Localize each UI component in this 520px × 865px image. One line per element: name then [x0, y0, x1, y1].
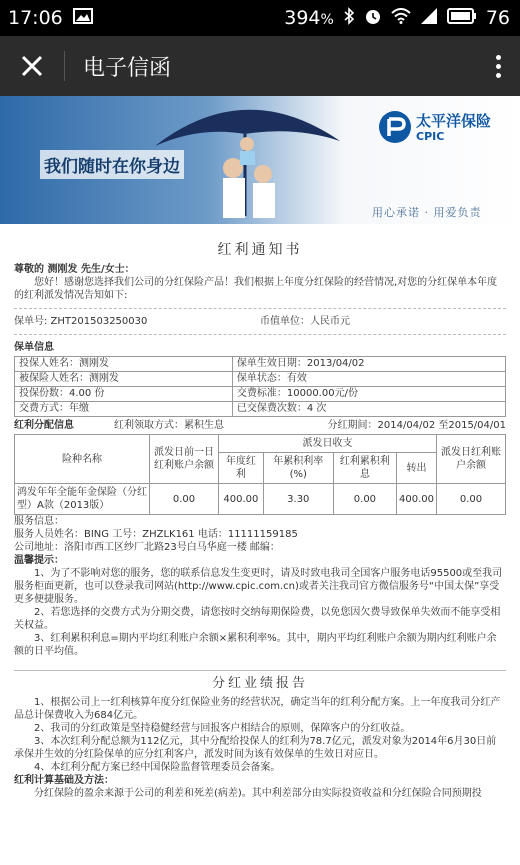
intro-text: 您好！感谢您选择我们公司的分红保险产品！我们根据上年度分红保险的经营情况,对您的分红保单本年度的红利派发情况告知如下:: [14, 277, 498, 301]
tip-item: 3、红利累积利息=期内平均红利账户余额×累积利率%。其中，期内平均红利账户余额为期内红利账户余额的日平均值。: [14, 633, 497, 657]
letter-document: [0, 224, 520, 865]
header-cell: 转出: [396, 453, 436, 484]
header-cell: 派发日红利账户余额: [437, 435, 506, 484]
report-item: 1、根据公司上一红利核算年度分红保险业务的经营状况，确定当年的红利分配方案。上一年度我司分红产品总计保费收入为684亿元。: [14, 697, 501, 721]
divider: [64, 51, 65, 81]
data-speed: 394%: [284, 7, 334, 29]
dist-row: [14, 419, 506, 432]
table-row: [15, 402, 506, 417]
table-cell: 400.00: [396, 484, 436, 515]
status-bar: [0, 0, 520, 36]
dist-method: 红利领取方式：累积生息: [114, 420, 224, 431]
dist-period: 分红期间：2014/04/02 至2015/04/01: [327, 420, 506, 431]
policy-row: [14, 315, 506, 328]
brand-sub: CPIC: [416, 130, 445, 143]
close-button[interactable]: [0, 36, 64, 96]
bluetooth-icon: [343, 7, 355, 30]
info-cell: 保单生效日期：2013/04/02: [232, 357, 505, 372]
banner-slogan: 我们随时在你身边: [40, 150, 184, 179]
wifi-icon: [391, 7, 411, 29]
greeting: 尊敬的 测刚发 先生/女士：: [14, 264, 135, 275]
table-cell: 鸿发年年全能年金保险（分红型）A款（2013版）: [15, 484, 150, 515]
service-person: 服务人员姓名：BING 工号：ZHZLK161 电话：11111159185: [14, 529, 298, 540]
report-item: 4、本红利分配方案已经中国保险监督管理委员会备案。: [34, 762, 281, 773]
table-header-row: [15, 435, 506, 453]
header-cell: 派发日前一日红利账户余额: [150, 435, 219, 484]
image-icon: [73, 7, 93, 29]
header-cell: 年累积利率(%): [263, 453, 333, 484]
close-icon: [21, 55, 43, 77]
battery-icon: [447, 7, 477, 29]
report-item: 2、我司的分红政策是坚持稳健经营与回报客户相结合的原则，保障客户的分红收益。: [34, 723, 411, 734]
brand-name: 太平洋保险: [416, 112, 492, 130]
table-cell: 0.00: [333, 484, 396, 515]
header-cell: 派发日收支: [219, 435, 437, 453]
page-title: 电子信函: [83, 55, 172, 81]
table-cell: 3.30: [263, 484, 333, 515]
dividend-table: [14, 434, 506, 515]
policy-number: 保单号: ZHT201503250030: [14, 316, 148, 327]
tips-heading: 温馨提示：: [14, 555, 64, 566]
service-heading: 服务信息：: [14, 516, 64, 527]
table-row: [15, 484, 506, 515]
table-cell: 400.00: [219, 484, 264, 515]
info-cell: 被保险人姓名：测刚发: [15, 372, 233, 387]
tip-item: 2、若您选择的交费方式为分期交费，请您按时交纳每期保险费，以免您因欠费导致保单失效而不能享受相关权益。: [14, 607, 501, 631]
alarm-icon: [364, 7, 382, 30]
info-cell: 交费标准：10000.00元/份: [232, 387, 505, 402]
policy-info-table: [14, 356, 506, 417]
table-cell: 0.00: [150, 484, 219, 515]
battery-level: 76: [485, 7, 510, 29]
service-address: 公司地址：洛阳市西工区纱厂北路23号白马华庭一楼 邮编：: [14, 542, 280, 553]
app-bar: [0, 36, 520, 96]
info-cell: 交费方式：年缴: [15, 402, 233, 417]
info-heading: 保单信息: [14, 342, 54, 353]
header-cell: 年度红利: [219, 453, 264, 484]
calc-heading: 红利计算基础及方法：: [14, 775, 114, 786]
calc-text: 分红保险的盈余来源于公司的利差和死差(病差)。其中利差部分由实际投资收益和分红保险合同预期投: [34, 788, 482, 799]
clock: 17:06: [8, 7, 63, 29]
separator: [14, 308, 506, 309]
report-item: 3、本次红利分配总额为112亿元，其中分配给投保人的红利为78.7亿元，派发对象为2014年6月30日前承保并生效的分红险保单的应分红利客户，派发时间为该有效保单的生效日对应日。: [14, 736, 497, 760]
signal-icon: [420, 7, 438, 30]
report-title: 分红业绩报告: [14, 670, 506, 690]
info-cell: 投保人姓名：测刚发: [15, 357, 233, 372]
cpic-logo-icon: [378, 110, 412, 144]
dist-heading: 红利分配信息: [14, 420, 74, 431]
info-cell: 保单状态：有效: [232, 372, 505, 387]
info-cell: 投保份数：4.00 份: [15, 387, 233, 402]
table-row: [15, 387, 506, 402]
table-cell: 0.00: [437, 484, 506, 515]
tip-item: 1、为了不影响对您的服务，您的联系信息发生变更时，请及时致电我司全国客户服务电话95500或至我司服务柜面更新，也可以登录我司网站(http://www.cpic.com.cn)或者关注我司官方微信服务号“中国太保”享受更多便捷服务。: [14, 568, 503, 605]
currency-unit: 币值单位：人民币元: [260, 316, 350, 327]
info-cell: 已交保费次数：4 次: [232, 402, 505, 417]
table-row: [15, 372, 506, 387]
table-row: [15, 357, 506, 372]
header-cell: 红利累积利息: [333, 453, 396, 484]
banner-tagline: 用心承诺 · 用爱负责: [372, 206, 482, 219]
more-button[interactable]: [476, 36, 520, 96]
separator: [14, 334, 506, 335]
header-cell: 险种名称: [15, 435, 150, 484]
banner-image: [0, 96, 520, 224]
letter-title: 红利通知书: [217, 242, 303, 258]
